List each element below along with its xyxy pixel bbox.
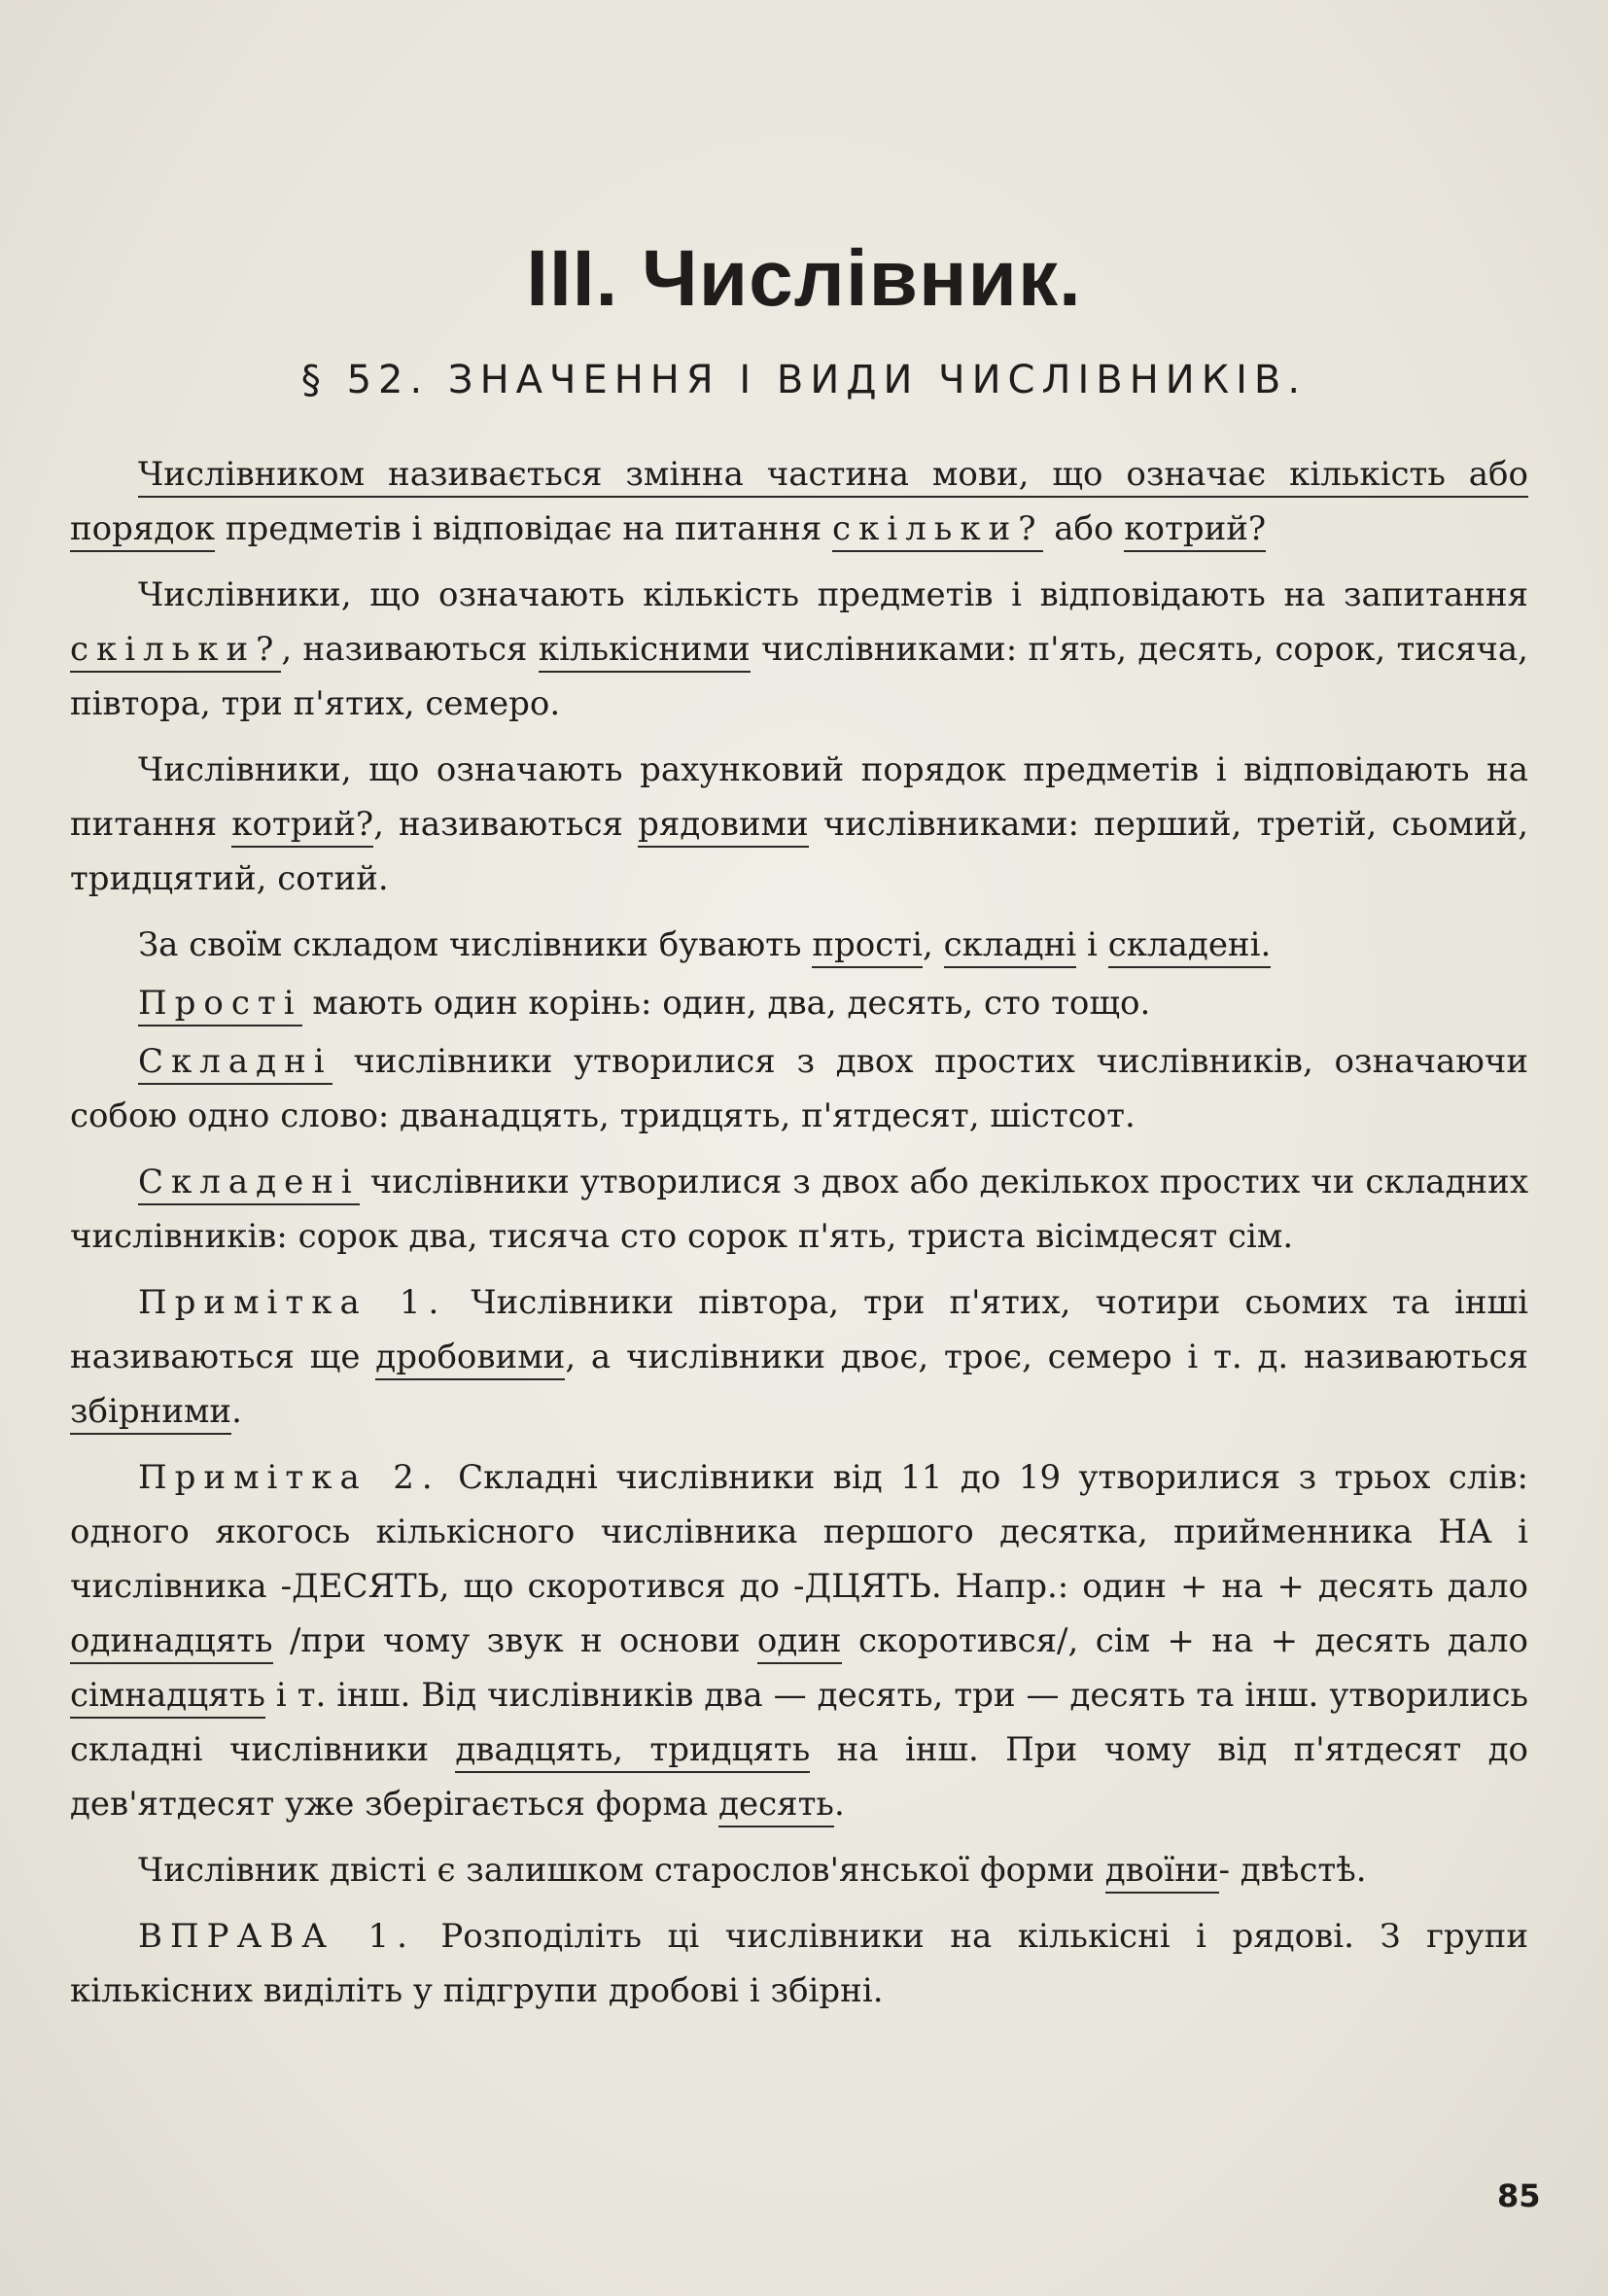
chapter-title: III. Числівник. xyxy=(526,234,1082,323)
paragraph-compound: Складені числівники утворилися з двох або декількох простих чи складних числівників: сорок два, тисяча сто сорок п'ять, триста вісімдесят сім. xyxy=(70,1163,1528,1256)
paragraph-cardinal: Числівники, що означають кількість предметів і відповідають на запитання скільки?, називаються кількісними числівниками: п'ять, десять, сорок, тисяча, півтора, три п'ятих, семеро. xyxy=(70,575,1528,723)
note-1: Примітка 1. Числівники півтора, три п'ятих, чотири сьомих та інші називаються ще дробовими, а числівники двоє, троє, семеро і т. д. називаються збірними. xyxy=(70,1275,1528,1439)
body-text xyxy=(70,447,1528,2030)
paragraph-composition: За своїм складом числівники бувають прості, складні і складені. xyxy=(70,918,1528,972)
paragraph-dual: Числівник двісті є залишком старослов'янської форми двоїни- двѣстѣ. xyxy=(70,1843,1528,1897)
paragraph-ordinal: Числівники, що означають рахунковий порядок предметів і відповідають на питання котрий?, називаються рядовими числівниками: перший, третій, сьомий, тридцятий, сотий. xyxy=(70,750,1528,898)
section-heading: § 52. ЗНАЧЕННЯ І ВИДИ ЧИСЛІВНИКІВ. xyxy=(300,358,1308,402)
exercise-1: ВПРАВА 1. Розподіліть ці числівники на кількісні і рядові. З групи кількісних виділіть у підгрупи дробові і збірні. xyxy=(70,1917,1528,2010)
paragraph-definition: Числівником називається змінна частина мови, що означає кількість або порядок предметів і відповідає на питання скільки? або котрий? xyxy=(70,447,1528,556)
paragraph-complex: Складні числівники утворилися з двох простих числівників, означаючи собою одно слово: дванадцять, тридцять, п'ятдесят, шістсот. xyxy=(70,1042,1528,1135)
page-number: 85 xyxy=(1497,2177,1541,2214)
note-2: Примітка 2. Складні числівники від 11 до 19 утворилися з трьох слів: одного якогось кількісного числівника першого десятка, прийменника НА і числівника -ДЕСЯТЬ, що скоротився до -ДЦЯТЬ. Напр.: один + на + десять дало одинадцять /при чому звук н основи один скоротився/, сім + на + десять дало сімнадцять і т. інш. Від числівників два — десять, три — десять та інш. утворились складні числівники двадцять, тридцять на інш. При чому від п'ятдесят до дев'ятдесят уже зберігається форма десять. xyxy=(70,1450,1528,1831)
paragraph-simple: Прості мають один корінь: один, два, десять, сто тощо. xyxy=(70,976,1528,1030)
